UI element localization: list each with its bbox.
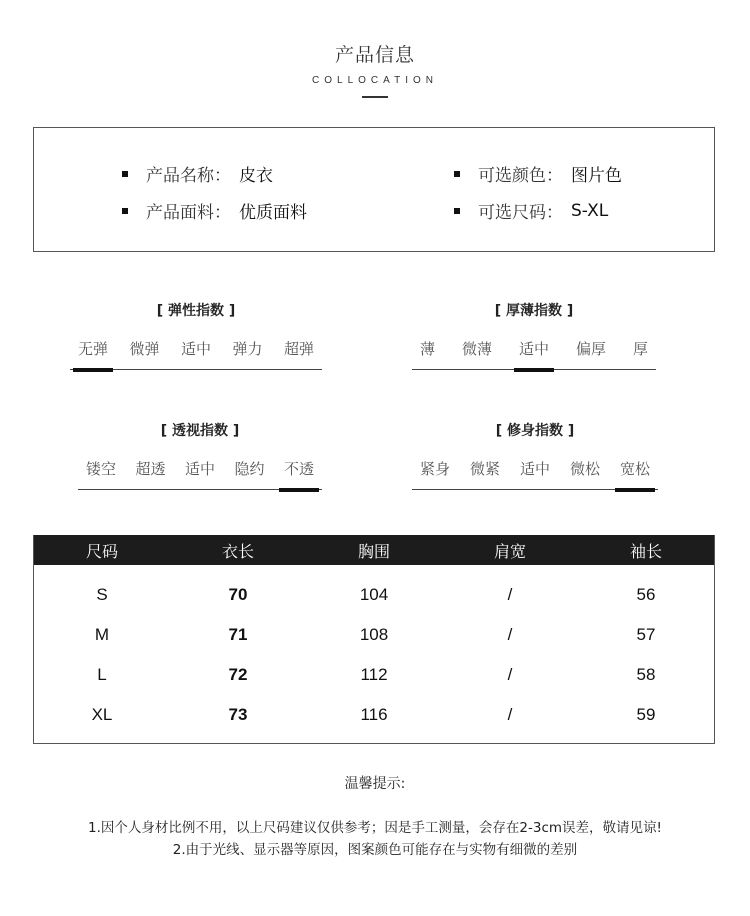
column-header: 尺码 (85, 541, 118, 561)
scale-option: 偏厚 (575, 340, 606, 358)
scale-option: 适中 (518, 340, 549, 358)
elasticity-scale (70, 300, 322, 371)
tip-line-2: 2.由于光线、显示器等原因，图案颜色可能存在与实物有细微的差别 (172, 842, 578, 858)
section-subtitle: COLLOCATION (312, 75, 438, 86)
info-value: 优质面料 (239, 203, 307, 223)
scale-marker (73, 368, 113, 372)
scale-option: 适中 (180, 340, 211, 358)
product-info-box (33, 127, 715, 252)
table-cell: 112 (360, 665, 388, 684)
table-body (34, 565, 714, 735)
table-cell: 70 (228, 585, 248, 604)
table-cell: 56 (636, 585, 656, 604)
scale-option: 宽松 (619, 460, 650, 478)
title-underline (362, 96, 388, 98)
scale-marker (615, 488, 655, 492)
table-cell: 73 (228, 705, 248, 724)
column-header: 衣长 (221, 541, 254, 561)
scale-option: 超弹 (283, 340, 314, 358)
section-header (0, 40, 750, 98)
table-row (34, 615, 714, 655)
table-cell: / (507, 705, 513, 724)
table-cell: 104 (359, 585, 389, 604)
scale-options (412, 338, 656, 359)
column-header: 胸围 (357, 541, 390, 561)
table-cell: 71 (228, 625, 248, 644)
fit-scale (412, 420, 658, 491)
scale-marker (514, 368, 554, 372)
scale-option: 紧身 (420, 460, 451, 478)
table-cell: 72 (228, 665, 248, 684)
table-cell: 57 (636, 625, 656, 644)
table-cell: S (96, 585, 108, 604)
column-header: 肩宽 (493, 541, 526, 561)
transparency-scale (78, 420, 322, 491)
table-cell: / (507, 625, 513, 644)
scale-options (412, 458, 658, 479)
scale-option: 薄 (420, 340, 436, 358)
info-value: 皮衣 (239, 166, 273, 186)
table-cell: 58 (636, 665, 656, 684)
tip-line-1: 1.因个人身材比例不用，以上尺码建议仅供参考；因是手工测量，会存在2-3cm误差，敬请见谅! (88, 820, 662, 836)
info-label: 可选颜色： (478, 166, 563, 186)
table-cell: 59 (636, 705, 656, 724)
table-cell: M (94, 625, 110, 644)
scale-option: 微薄 (461, 340, 492, 358)
scale-option: 适中 (519, 460, 550, 478)
column-header: 袖长 (629, 541, 662, 561)
info-label: 产品名称： (146, 166, 231, 186)
scale-title: [ 透视指数 ] (160, 423, 240, 439)
tips-title: 温馨提示: (344, 776, 406, 792)
scale-option: 隐约 (234, 460, 265, 478)
scale-option: 适中 (184, 460, 215, 478)
bullet-icon (122, 171, 128, 177)
scale-option: 微松 (569, 460, 600, 478)
table-cell: 116 (360, 705, 388, 724)
scale-options (70, 338, 322, 359)
scale-line (412, 489, 658, 491)
table-cell: L (97, 665, 107, 684)
section-title: 产品信息 (334, 44, 415, 66)
table-header (34, 535, 714, 565)
scale-marker (279, 488, 319, 492)
scale-title: [ 厚薄指数 ] (494, 303, 574, 319)
scale-options (78, 458, 322, 479)
table-cell: 108 (359, 625, 389, 644)
info-label: 产品面料： (146, 203, 231, 223)
info-item-fabric (122, 198, 307, 223)
info-item-color (454, 161, 622, 186)
info-value: 图片色 (571, 166, 622, 186)
scale-option: 厚 (632, 340, 648, 358)
scale-option: 弹力 (232, 340, 263, 358)
table-row (34, 695, 714, 735)
thickness-scale (412, 300, 656, 371)
scale-option: 镂空 (86, 460, 117, 478)
scale-option: 不透 (283, 460, 314, 478)
info-label: 可选尺码： (478, 203, 563, 223)
table-row (34, 575, 714, 615)
info-item-size (454, 198, 608, 223)
info-value: S-XL (571, 200, 609, 221)
table-cell: / (507, 585, 513, 604)
scale-line (78, 489, 322, 491)
bullet-icon (122, 208, 128, 214)
table-cell: XL (91, 705, 113, 724)
bullet-icon (454, 171, 460, 177)
scale-title: [ 修身指数 ] (495, 423, 575, 439)
scale-option: 无弹 (78, 340, 109, 358)
table-row (34, 655, 714, 695)
info-item-name (122, 161, 273, 186)
scale-line (412, 369, 656, 371)
scale-option: 微紧 (469, 460, 500, 478)
table-cell: / (507, 665, 513, 684)
scale-title: [ 弹性指数 ] (156, 303, 236, 319)
scale-option: 微弹 (129, 340, 160, 358)
scale-option: 超透 (135, 460, 166, 478)
bullet-icon (454, 208, 460, 214)
scale-line (70, 369, 322, 371)
size-table (33, 535, 715, 744)
